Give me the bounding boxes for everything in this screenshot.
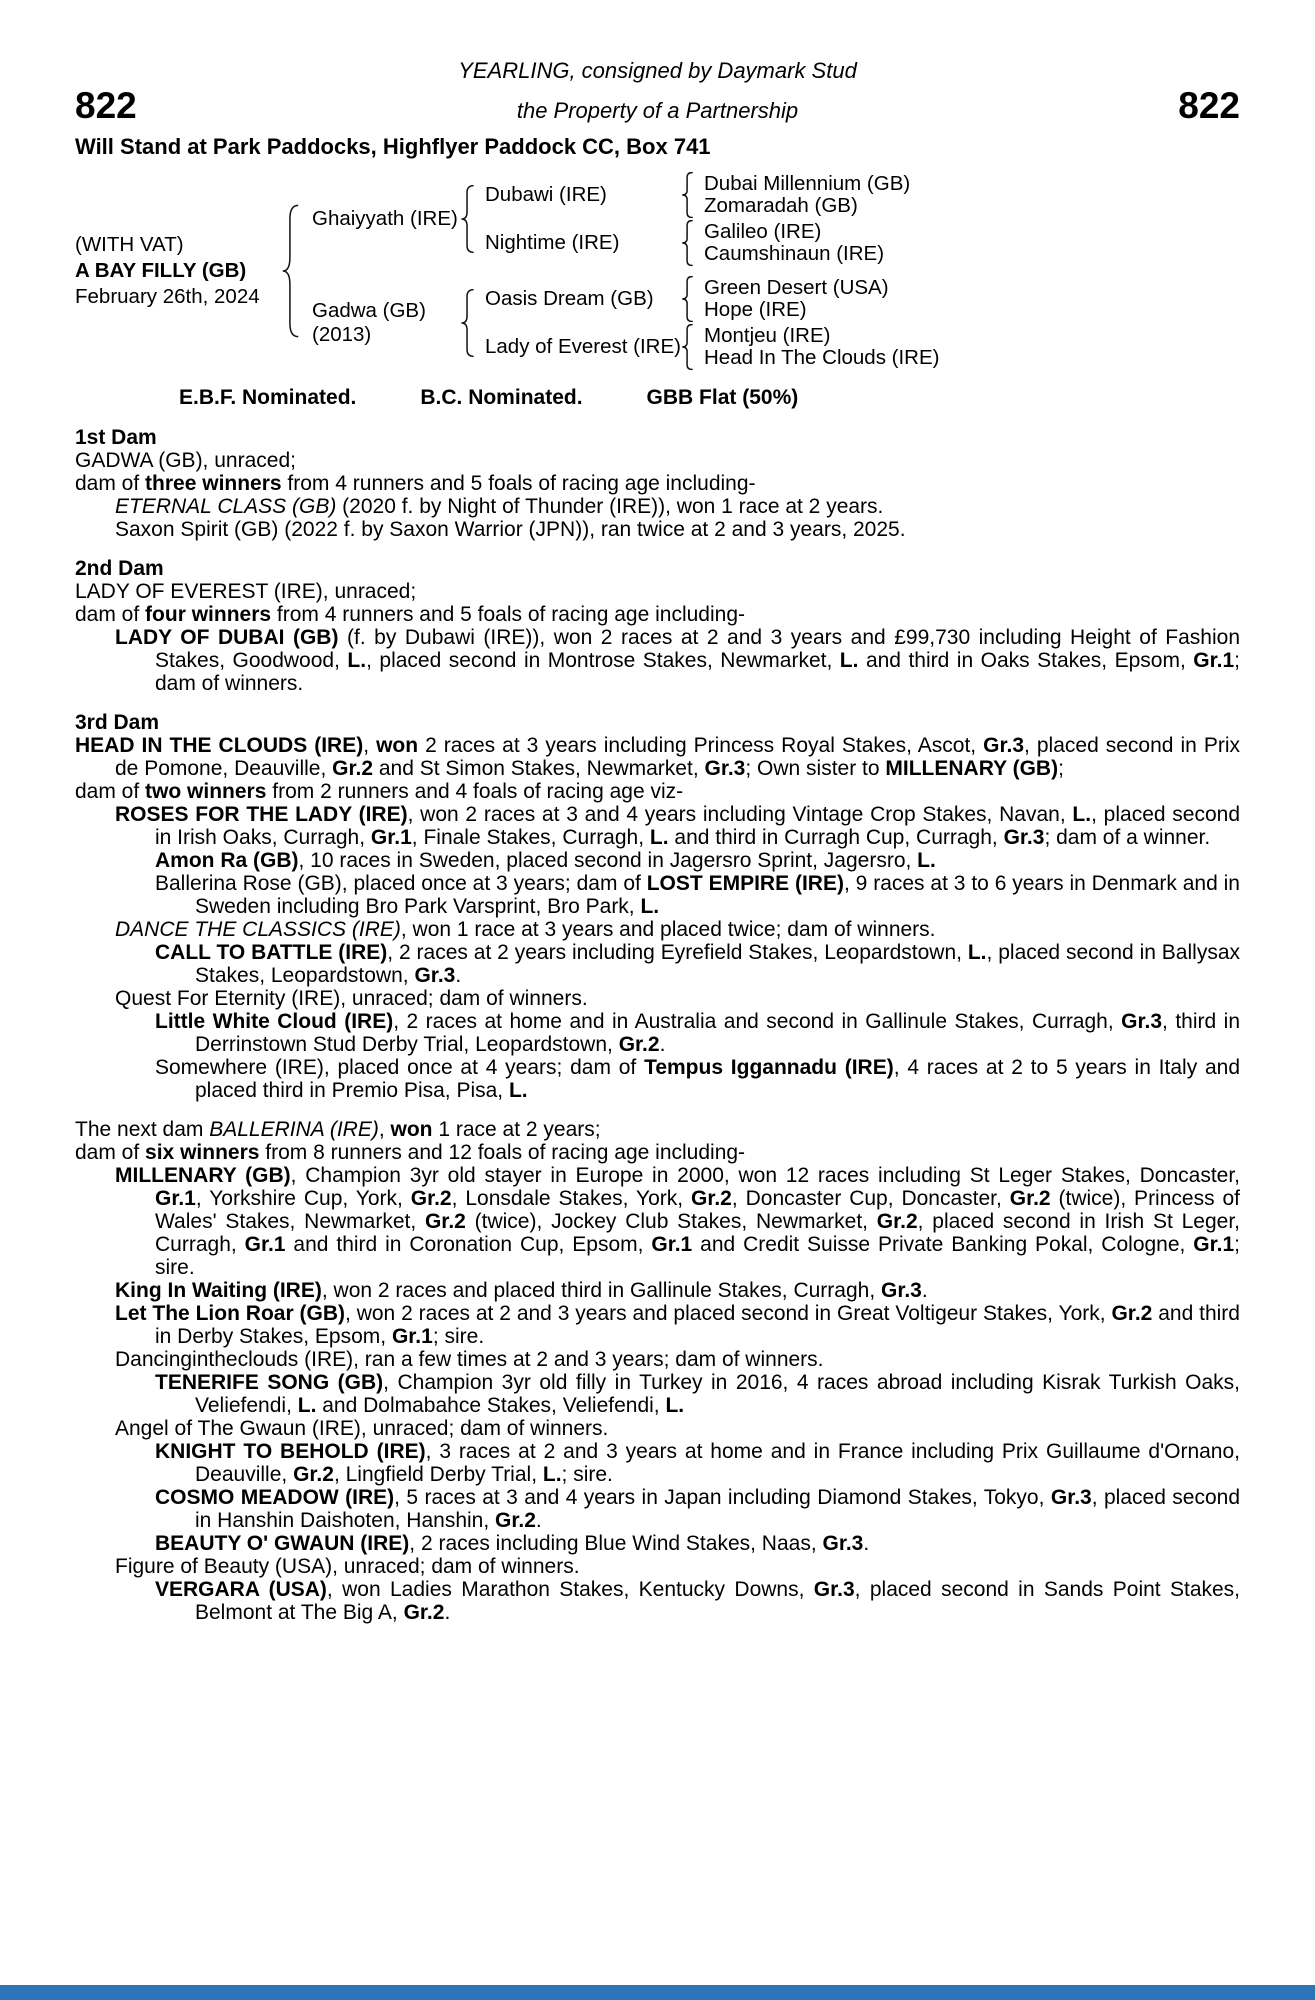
pedigree-paragraph: Ballerina Rose (GB), placed once at 3 years; dam of LOST EMPIRE (IRE), 9 races at 3 to 6 years in Denmark and in Sweden including Bro Park Varsprint, Bro Park, L.: [155, 872, 1240, 918]
brace-icon: [681, 276, 694, 322]
great-grandparent-pair: [704, 325, 939, 369]
consignor-line: YEARLING, consigned by Daymark Stud: [458, 58, 857, 83]
granddam-name: Lady of Everest (IRE): [485, 335, 681, 358]
dam-year-line: (2013): [312, 323, 372, 346]
pedigree-paragraph: Saxon Spirit (GB) (2022 f. by Saxon Warrior (JPN)), ran twice at 2 and 3 years, 2025.: [115, 518, 906, 541]
pedigree-paragraph: Dancingintheclouds (IRE), ran a few times at 2 and 3 years; dam of winners.: [115, 1348, 824, 1371]
gbb-nomination: GBB Flat (50%): [646, 386, 799, 409]
sire-grandparents: [485, 172, 910, 266]
pedigree-sections: [75, 426, 1240, 1624]
great-granddam-name: Head In The Clouds (IRE): [704, 346, 940, 369]
pedigree-paragraph: ROSES FOR THE LADY (IRE), won 2 races at 3 and 4 years including Vintage Crop Stakes, Navan, L., placed second in Irish Oaks, Curragh, Gr.1, Finale Stakes, Curragh, L. and third in Curragh Cup, Curragh, Gr.3; dam of a winner.: [115, 803, 1241, 849]
brace-icon: [681, 324, 694, 370]
grandsire-branch: [485, 276, 939, 322]
dam-section: [75, 711, 1240, 1102]
parents-column: [312, 172, 939, 370]
dam-name-line: Gadwa (GB): [312, 299, 426, 322]
dam-section: [75, 426, 1240, 541]
granddam-branch: [485, 324, 939, 370]
foaling-date: February 26th, 2024: [75, 285, 260, 308]
stand-line: Will Stand at Park Paddocks, Highflyer Paddock CC, Box 741: [75, 134, 711, 159]
pedigree-paragraph: TENERIFE SONG (GB), Champion 3yr old filly in Turkey in 2016, 4 races abroad including Kisrak Turkish Oaks, Veliefendi, L. and Dolmabahce Stakes, Veliefendi, L.: [155, 1371, 1240, 1417]
pedigree-paragraph: CALL TO BATTLE (IRE), 2 races at 2 years including Eyrefield Stakes, Leopardstown, L., placed second in Ballysax Stakes, Leopardstown, Gr.3.: [155, 941, 1240, 987]
dam-section: [75, 1118, 1240, 1624]
section-heading: 2nd Dam: [75, 557, 164, 580]
grandsire-name: Oasis Dream (GB): [485, 287, 654, 310]
lot-row: [75, 86, 1240, 126]
pedigree-paragraph: Angel of The Gwaun (IRE), unraced; dam of winners.: [115, 1417, 609, 1440]
pedigree-paragraph: Let The Lion Roar (GB), won 2 races at 2 and 3 years and placed second in Great Voltigeur Stakes, York, Gr.2 and third in Derby Stakes, Epsom, Gr.1; sire.: [115, 1302, 1240, 1348]
pedigree-paragraph: ETERNAL CLASS (GB) (2020 f. by Night of Thunder (IRE)), won 1 race at 2 years.: [115, 495, 884, 518]
pedigree-paragraph: Figure of Beauty (USA), unraced; dam of winners.: [115, 1555, 580, 1578]
great-grandsire-name: Galileo (IRE): [704, 220, 822, 243]
pedigree-paragraph: Quest For Eternity (IRE), unraced; dam of winners.: [115, 987, 588, 1010]
pedigree-paragraph: VERGARA (USA), won Ladies Marathon Stakes, Kentucky Downs, Gr.3, placed second in Sands Point Stakes, Belmont at The Big A, Gr.2.: [155, 1578, 1241, 1624]
great-grandsire-name: Dubai Millennium (GB): [704, 172, 911, 195]
pedigree-paragraph: King In Waiting (IRE), won 2 races and placed third in Gallinule Stakes, Curragh, Gr.3.: [115, 1279, 928, 1302]
pedigree-paragraph: COSMO MEADOW (IRE), 5 races at 3 and 4 years in Japan including Diamond Stakes, Tokyo, Gr.3, placed second in Hanshin Daishoten, Hanshin, Gr.2.: [155, 1486, 1241, 1532]
great-grandparent-pair: [704, 277, 889, 321]
lot-number-right: 822: [1178, 85, 1240, 126]
page-header: [75, 58, 1240, 160]
pedigree-paragraph: dam of four winners from 4 runners and 5 foals of racing age including-: [75, 603, 745, 626]
granddam-branch: [485, 220, 910, 266]
dam-grandparents: [485, 276, 939, 370]
brace-icon: [460, 289, 475, 357]
pedigree-paragraph: LADY OF EVEREST (IRE), unraced;: [75, 580, 417, 603]
pedigree-paragraph: Somewhere (IRE), placed once at 4 years; dam of Tempus Iggannadu (IRE), 4 races at 2 to 5 years in Italy and placed third in Premio Pisa, Pisa, L.: [155, 1056, 1241, 1102]
great-grandsire-name: Montjeu (IRE): [704, 324, 831, 347]
vat-note: (WITH VAT): [75, 233, 184, 256]
pedigree-paragraph: LADY OF DUBAI (GB) (f. by Dubawi (IRE)), won 2 races at 2 and 3 years and £99,730 including Height of Fashion Stakes, Goodwood, L., placed second in Montrose Stakes, Newmarket, L. and third in Oaks Stakes, Epsom, Gr.1; dam of winners.: [115, 626, 1240, 695]
brace-icon: [460, 185, 475, 253]
great-grandsire-name: Green Desert (USA): [704, 276, 889, 299]
section-heading: 3rd Dam: [75, 711, 160, 734]
footer-bar: [0, 1985, 1315, 2000]
pedigree-paragraph: Little White Cloud (IRE), 2 races at home and in Australia and second in Gallinule Stakes, Curragh, Gr.3, third in Derrinstown Stud Derby Trial, Leopardstown, Gr.2.: [155, 1010, 1240, 1056]
pedigree-paragraph: The next dam BALLERINA (IRE), won 1 race at 2 years;: [75, 1118, 601, 1141]
nominations-row: [75, 386, 1240, 410]
sire-name: Ghaiyyath (IRE): [312, 207, 458, 230]
sire-branch: [312, 172, 939, 266]
grandsire-name: Dubawi (IRE): [485, 183, 607, 206]
pedigree-paragraph: BEAUTY O' GWAUN (IRE), 2 races including Blue Wind Stakes, Naas, Gr.3.: [155, 1532, 870, 1555]
pedigree-paragraph: HEAD IN THE CLOUDS (IRE), won 2 races at 3 years including Princess Royal Stakes, Ascot, Gr.3, placed second in Prix de Pomone, Deauville, Gr.2 and St Simon Stakes, Newmarket, Gr.3; Own sister to MILLENARY (GB);: [75, 734, 1241, 780]
pedigree-paragraph: KNIGHT TO BEHOLD (IRE), 3 races at 2 and 3 years at home and in France including Prix Guillaume d'Ornano, Deauville, Gr.2, Lingfield Derby Trial, L.; sire.: [155, 1440, 1240, 1486]
brace-icon: [681, 172, 694, 218]
granddam-name: Nightime (IRE): [485, 231, 620, 254]
dam-branch: [312, 276, 939, 370]
grandsire-branch: [485, 172, 910, 218]
brace-icon: [681, 220, 694, 266]
great-granddam-name: Zomaradah (GB): [704, 194, 858, 217]
great-granddam-name: Hope (IRE): [704, 298, 807, 321]
lot-number-left: 822: [75, 85, 137, 126]
pedigree-paragraph: GADWA (GB), unraced;: [75, 449, 296, 472]
section-heading: 1st Dam: [75, 426, 157, 449]
ebf-nomination: E.B.F. Nominated.: [179, 386, 357, 409]
pedigree-paragraph: Amon Ra (GB), 10 races in Sweden, placed second in Jagersro Sprint, Jagersro, L.: [155, 849, 936, 872]
pedigree-subject: [75, 232, 281, 310]
dam-name: [312, 299, 460, 347]
great-grandparent-pair: [704, 173, 910, 217]
great-granddam-name: Caumshinaun (IRE): [704, 242, 885, 265]
subject-name: A BAY FILLY (GB): [75, 259, 247, 282]
pedigree-paragraph: MILLENARY (GB), Champion 3yr old stayer in Europe in 2000, won 12 races including St Leger Stakes, Doncaster, Gr.1, Yorkshire Cup, York, Gr.2, Lonsdale Stakes, York, Gr.2, Doncaster Cup, Doncaster, Gr.2 (twice), Princess of Wales' Stakes, Newmarket, Gr.2 (twice), Jockey Club Stakes, Newmarket, Gr.2, placed second in Irish St Leger, Curragh, Gr.1 and third in Coronation Cup, Epsom, Gr.1 and Credit Suisse Private Banking Pokal, Cologne, Gr.1; sire.: [115, 1164, 1241, 1279]
dam-section: [75, 557, 1240, 695]
pedigree-paragraph: dam of six winners from 8 runners and 12 foals of racing age including-: [75, 1141, 746, 1164]
pedigree-paragraph: dam of three winners from 4 runners and 5 foals of racing age including-: [75, 472, 756, 495]
great-grandparent-pair: [704, 221, 884, 265]
pedigree-paragraph: dam of two winners from 2 runners and 4 foals of racing age viz-: [75, 780, 684, 803]
pedigree-paragraph: DANCE THE CLASSICS (IRE), won 1 race at 3 years and placed twice; dam of winners.: [115, 918, 936, 941]
bc-nomination: B.C. Nominated.: [420, 386, 583, 409]
property-line: the Property of a Partnership: [516, 98, 799, 123]
brace-icon: [281, 204, 300, 338]
pedigree-tree: [75, 172, 1240, 370]
